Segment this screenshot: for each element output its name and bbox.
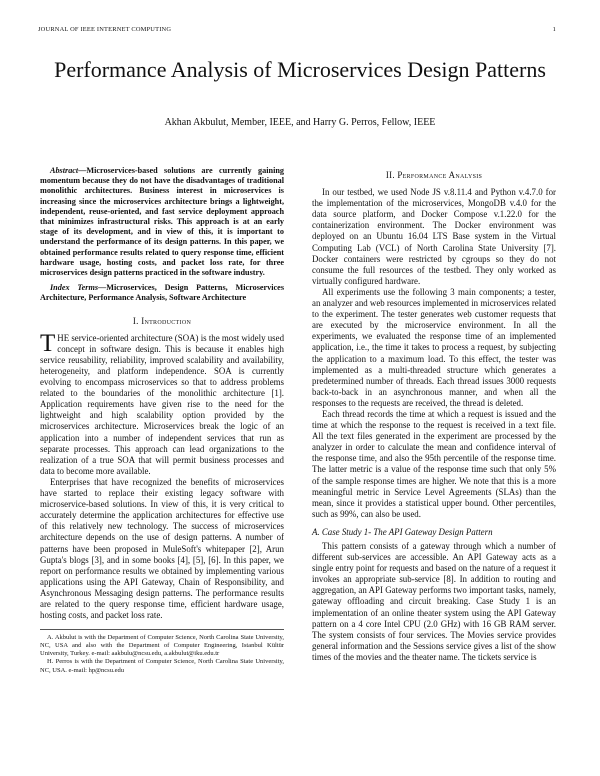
perf-paragraph-1: In our testbed, we used Node JS v.8.11.4 and Python v.4.7.0 for the implementation of the microservices, MongoDB v.4.0 for the data source platform, and Docker Compose v.1.22.0 for the containerization environment. The Docker environment was deployed on an Ubuntu 16.04 LTS Base system in the Virtual Computing Lab (VCL) of North Carolina State University [7]. Docker containers were restricted by cgroups so they do not consume the full resources of the testbed. They only worked as virtually configured hardware. [312,187,556,286]
index-terms-label: Index Terms [50,283,99,293]
drop-cap: T [40,329,56,357]
case-study-1-paragraph: This pattern consists of a gateway through which a number of different sub-services are accessible. An API Gateway acts as a single entry point for requests and based on the nature of a request it invokes an appropriate sub-service [8]. In addition to routing and aggregation, an API Gateway performs two important tasks, namely, gateway offloading and circuit breaking. Case Study 1 is an implementation of an online theater system using the API Gateway pattern on a 4 core Intel CPU (2.0 GHz) with 16 GB RAM server. The system consists of four services. The Movies service provides general information and the Sessions service gives a list of the show times of the movies and the theater name. The tickets service is [312,541,556,662]
perf-paragraph-2: All experiments use the following 3 main components; a tester, an analyzer and web resources implemented in microservices related to the experiment. The tester generates web customer requests that are executed by the microservice environment. In all the experiments, we evaluated the response time of an implemented application, i.e., the time it takes to process a request, by subjecting the application to a maximum load. To this effect, the tester was implemented as a multi-threaded structure which generates a predetermined number of threads. Each thread issues 3000 requests back-to-back in an asynchronous manner, and when all the responses to the requests are received, the thread is deleted. [312,286,556,408]
section-heading-introduction: I. Introduction [132,315,192,326]
abstract [40,166,284,278]
footnote-author-1: A. Akbulut is with the Department of Computer Science, North Carolina State University, NC, USA and also with the Department of Computer Engineering, Istanbul Kültür University, Turkey. e-mail: aakbulu@ncsu.edu, a.akbulut@iku.edu.tr [40,634,284,658]
left-column [40,166,284,675]
section-heading-performance-analysis: II. Performance Analysis [385,170,483,180]
intro-paragraph-1 [40,329,285,477]
paper-title: Performance Analysis of Microservices Design Patterns [54,57,546,82]
intro-paragraph-1-text: HE service-oriented architecture (SOA) is the most widely used concept in software design. This is because it enables high service reusability, reliability, improved scalability and availability, heterogeneity, and platform independence. SOA is currently evolving to encompass microservices so that to address problems related to the boundaries of the monolithic architecture [1]. Application requirements have given rise to the need for the lightweight and high scalability option provided by the microservices architecture. Microservices break the logic of an application into a number of independent services that run as separate processes. This approach can lead organizations to the realization of a true SOA that will permit business processes and data to become more available. [40,332,285,476]
running-header [38,26,556,36]
index-terms-text: —Microservices, Design Patterns, Microservices Architecture, Performance Analysis, Software Architecture [40,283,285,303]
subsection-heading-case-study-1: A. Case Study 1- The API Gateway Design Pattern [312,526,493,537]
page-number: 1 [552,26,556,33]
affiliation-footnotes [40,629,284,674]
abstract-label: Abstract [50,166,79,175]
abstract-text: —Microservices-based solutions are currently gaining momentum because they do not have the disadvantages of traditional monolithic architectures. Business interest in microservices is increasing since the microservices architecture brings a lightweight, independent, reuse-oriented, and fast service deployment approach that minimizes infrastructural risks. This approach is at an early stage of its development, and in view of this, it is important to understand the performance of its design patterns. In this paper, we obtained performance results related to query response time, efficient hardware usage, hosting costs, and packet loss rate, for three microservices design patterns practiced in the software industry. [40,166,284,278]
footnote-author-2: H. Perros is with the Department of Computer Science, North Carolina State University, NC, USA. e-mail: hp@ncsu.edu [40,658,284,674]
perf-paragraph-3: Each thread records the time at which a request is issued and the time at which the response to the request is received in a text file. All the text files generated in the experiment are processed by the analyzer in order to calculate the mean and confidence interval of the response time, and also the 95th percentile of the response time. The latter metric is a value of the response time such that only 5% of the sample response times are higher. We note that this is a more meaningful metric in Service Level Agreements (SLAs) than the mean, since it provides a statistical upper bound. Other percentiles, such as 99%, can also be used. [312,408,556,519]
right-column [312,166,556,663]
intro-paragraph-2: Enterprises that have recognized the benefits of microservices have started to replace their existing legacy software with microservice-based solutions. In view of this, it is very critical to accurately determine the application architectures for effective use of this relatively new technology. The success of microservices architecture depends on the use of design patterns. A number of patterns have been proposed in MuleSoft's whitepaper [2], Arun Gupta's blogs [3], and in some books [4], [5], [6]. In this paper, we report on performance results we obtained by implementing various applications using the API Gateway, Chain of Responsibility, and Asynchronous Messaging design patterns. The performance results are related to the query response time, efficient hardware usage, hosting costs, and packet loss rate. [40,476,284,621]
journal-name: JOURNAL OF IEEE INTERNET COMPUTING [38,26,172,33]
index-terms [40,283,284,303]
author-line: Akhan Akbulut, Member, IEEE, and Harry G. Perros, Fellow, IEEE [164,117,436,128]
